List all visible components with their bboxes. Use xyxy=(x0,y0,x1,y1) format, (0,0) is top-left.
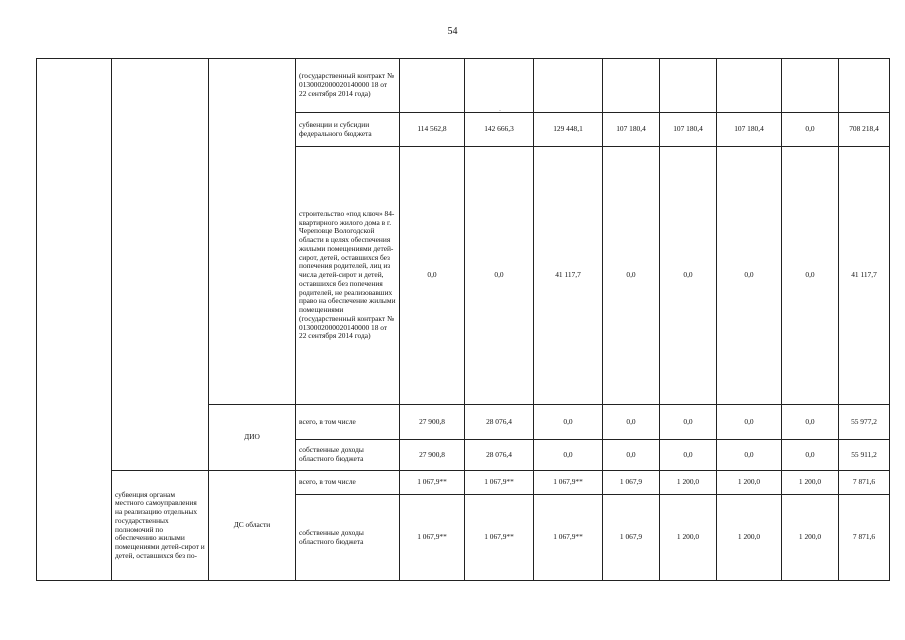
table-row xyxy=(37,471,890,495)
total-cell: 41 117,7 xyxy=(839,147,890,405)
value-cell: 107 180,4 xyxy=(660,113,717,147)
value-cell: 0,0 xyxy=(782,440,839,471)
value-cell xyxy=(400,59,465,113)
value-cell: 0,0 xyxy=(782,405,839,440)
value-cell: 1 200,0 xyxy=(717,495,782,581)
value-cell: 1 200,0 xyxy=(717,471,782,495)
value-cell xyxy=(534,59,603,113)
funding-source: всего, в том числе xyxy=(296,471,400,495)
value-cell: 1 067,9 xyxy=(603,495,660,581)
value-cell: 28 076,4 xyxy=(465,440,534,471)
value-cell: 0,0 xyxy=(660,405,717,440)
value-cell: 1 200,0 xyxy=(782,495,839,581)
value-cell: 0,0 xyxy=(603,147,660,405)
value-cell: 27 900,8 xyxy=(400,440,465,471)
value-cell: 1 200,0 xyxy=(660,471,717,495)
funding-source: субвенции и субсидии федерального бюджета xyxy=(296,113,400,147)
value-cell: 0,0 xyxy=(603,440,660,471)
value-cell: 107 180,4 xyxy=(717,113,782,147)
executor-cell: ДИО xyxy=(209,405,296,471)
funding-source: всего, в том числе xyxy=(296,405,400,440)
funding-source: собственные доходы областного бюджета xyxy=(296,495,400,581)
value-cell xyxy=(717,59,782,113)
value-cell: 0,0 xyxy=(534,405,603,440)
value-cell: 129 448,1 xyxy=(534,113,603,147)
value-cell: 27 900,8 xyxy=(400,405,465,440)
value-cell xyxy=(465,59,534,113)
value-cell: 41 117,7 xyxy=(534,147,603,405)
value-cell xyxy=(782,59,839,113)
funding-source: собственные доходы областного бюджета xyxy=(296,440,400,471)
table-row xyxy=(37,59,890,113)
value-cell: 0,0 xyxy=(717,440,782,471)
measure-cell xyxy=(112,59,209,471)
program-cell xyxy=(37,59,112,581)
value-cell: 107 180,4 xyxy=(603,113,660,147)
value-cell: 1 067,9** xyxy=(400,471,465,495)
value-cell: 1 067,9** xyxy=(534,495,603,581)
value-cell: 0,0 xyxy=(465,147,534,405)
value-cell: 0,0 xyxy=(400,147,465,405)
value-cell: 1 067,9** xyxy=(400,495,465,581)
value-cell xyxy=(603,59,660,113)
value-cell: 0,0 xyxy=(660,440,717,471)
value-cell: 0,0 xyxy=(603,405,660,440)
total-cell xyxy=(839,59,890,113)
value-cell: 1 067,9** xyxy=(465,471,534,495)
total-cell: 708 218,4 xyxy=(839,113,890,147)
value-cell: 1 200,0 xyxy=(660,495,717,581)
total-cell: 7 871,6 xyxy=(839,495,890,581)
total-cell: 55 911,2 xyxy=(839,440,890,471)
executor-cell: ДС области xyxy=(209,471,296,581)
value-cell: 1 067,9** xyxy=(465,495,534,581)
value-cell: 0,0 xyxy=(782,147,839,405)
total-cell: 55 977,2 xyxy=(839,405,890,440)
value-cell: 0,0 xyxy=(717,147,782,405)
measure-cell: субвенция органам местного самоуправления на реализацию отдельных государственных полномочий по обеспечению жилыми помещениями детей-сирот и детей, оставшихся без по- xyxy=(112,471,209,581)
value-cell: 1 067,9** xyxy=(534,471,603,495)
value-cell: 1 067,9 xyxy=(603,471,660,495)
scan-mark: - xyxy=(499,108,501,114)
funding-source: (государственный контракт № 0130002000020140000 18 от 22 сентября 2014 года) xyxy=(296,59,400,113)
value-cell: 114 562,8 xyxy=(400,113,465,147)
value-cell: 1 200,0 xyxy=(782,471,839,495)
value-cell: 0,0 xyxy=(534,440,603,471)
value-cell: 0,0 xyxy=(782,113,839,147)
budget-table xyxy=(36,58,890,581)
value-cell: 28 076,4 xyxy=(465,405,534,440)
executor-cell xyxy=(209,59,296,405)
total-cell: 7 871,6 xyxy=(839,471,890,495)
value-cell: 0,0 xyxy=(660,147,717,405)
value-cell: 0,0 xyxy=(717,405,782,440)
page-number: 54 xyxy=(447,26,458,37)
funding-source: строительство «под ключ» 84-квартирного жилого дома в г. Череповце Вологодской области в целях обеспечения жилыми помещениями детей-сирот, детей, оставшихся без попечения родителей, лиц из числа детей-сирот и детей, оставшихся без попечения родителей, не реализовавших право на обеспечение жилыми помещениями (государственный контракт № 0130002000020140000 18 от 22 сентября 2014 года) xyxy=(296,147,400,405)
value-cell: 142 666,3 xyxy=(465,113,534,147)
value-cell xyxy=(660,59,717,113)
